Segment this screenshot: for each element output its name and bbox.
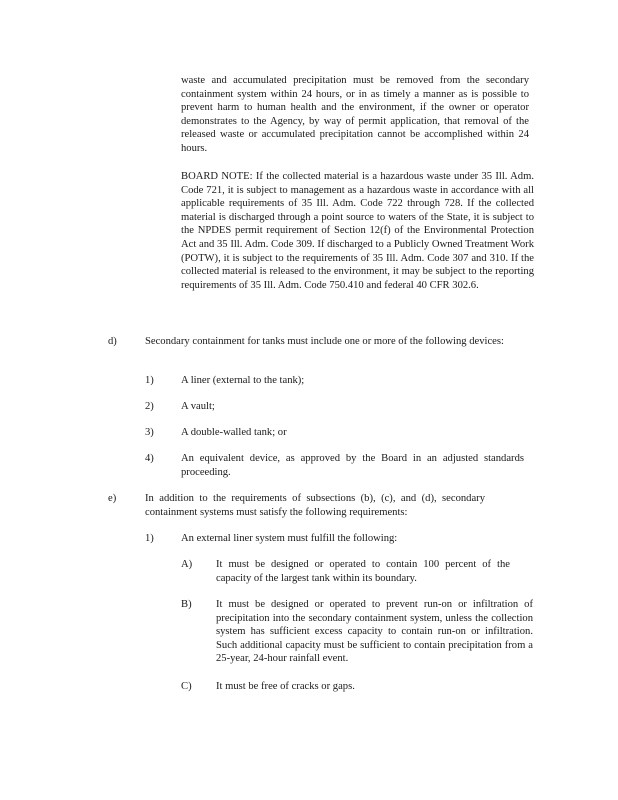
list-item-text: A vault; (181, 401, 215, 412)
section-d-label: d) (108, 336, 117, 347)
list-item-label: 2) (145, 401, 154, 412)
list-item-text: A liner (external to the tank); (181, 375, 305, 386)
list-item-text: An external liner system must fulfill the following: (181, 533, 398, 544)
paragraph-removal-timing: waste and accumulated precipitation must be removed from the secondary containment system within 24 hours, or in as timely a manner as is possible to prevent harm to human health and the environment, if the owner or operator demonstrates to the Agency, by way of permit application, that removal of the released waste or accumulated precipitation cannot be accomplished within 24 hours. (181, 75, 529, 154)
list-item-label: 1) (145, 375, 154, 386)
list-item-label: 4) (145, 453, 154, 464)
list-item-text: A double-walled tank; or (181, 427, 287, 438)
subitem-label: A) (181, 559, 193, 570)
board-note: BOARD NOTE: If the collected material is a hazardous waste under 35 Ill. Adm. Code 721, it is subject to management as a hazardous waste in accordance with all applicable requirements of 35 Ill. Adm. Code 722 through 728. If the collected material is discharged through a point source to waters of the State, it is subject to the NPDES permit requirement of Section 12(f) of the Environmental Protection Act and 35 Ill. Adm. Code 309. If discharged to a Publicly Owned Treatment Work (POTW), it is subject to the requirements of 35 Ill. Adm. Code 307 and 310. If the collected material is released to the environment, it may be subject to the reporting requirements of 35 Ill. Adm. Code 750.410 and federal 40 CFR 302.6. (181, 171, 534, 291)
subitem-label: C) (181, 681, 192, 692)
section-d-text: Secondary containment for tanks must include one or more of the following devices: (145, 336, 504, 347)
list-item-label: 1) (145, 533, 154, 544)
section-e-label: e) (108, 493, 117, 504)
subitem-text: It must be designed or operated to prevent run-on or infiltration of precipitation into the secondary containment system, unless the collection system has sufficient excess capacity to contain run-on or infiltration. Such additional capacity must be sufficient to contain precipitation from a 25-year, 24-hour rainfall event. (216, 599, 533, 665)
list-item-label: 3) (145, 427, 154, 438)
subitem-text: It must be free of cracks or gaps. (216, 681, 355, 692)
section-e-text: In addition to the requirements of subsections (b), (c), and (d), secondary containment systems must satisfy the following requirements: (145, 493, 485, 518)
list-item-text: An equivalent device, as approved by the Board in an adjusted standards proceeding. (181, 453, 524, 478)
subitem-text: It must be designed or operated to contain 100 percent of the capacity of the largest tank within its boundary. (216, 559, 510, 584)
subitem-label: B) (181, 599, 192, 610)
